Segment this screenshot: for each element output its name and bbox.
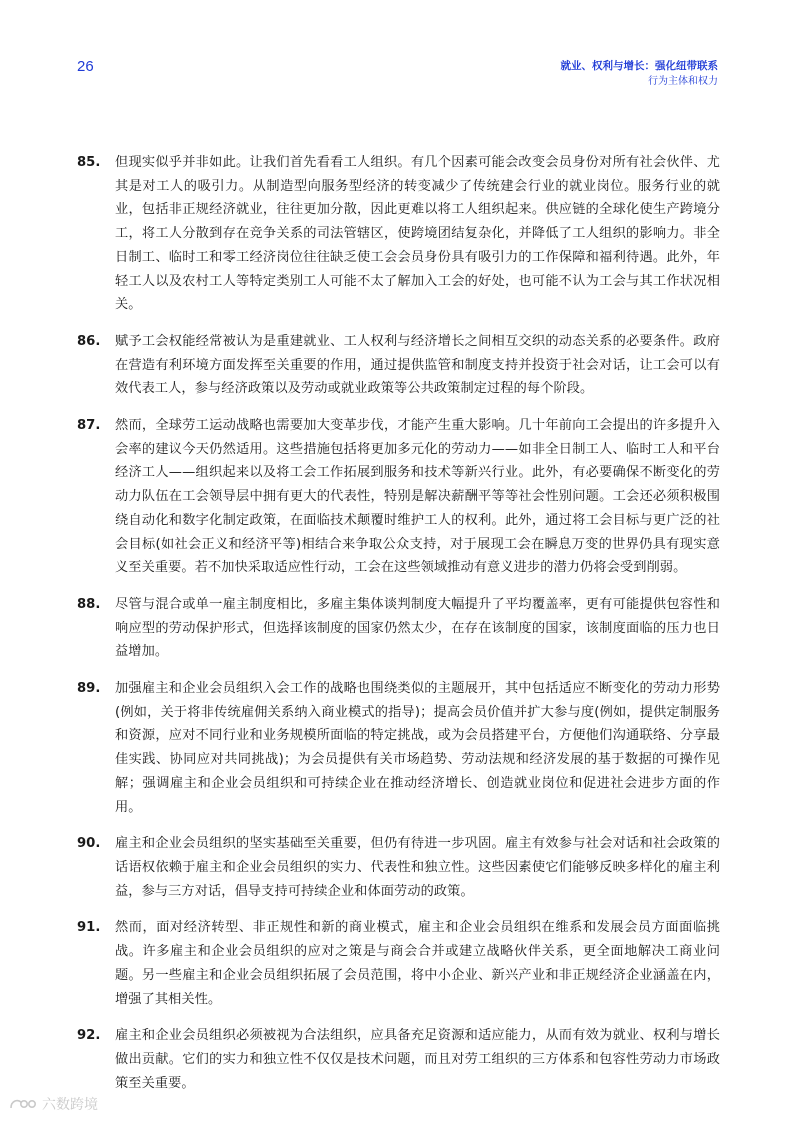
paragraph-90 xyxy=(77,832,720,903)
paragraph-text: 加强雇主和企业会员组织入会工作的战略也围绕类似的主题展开，其中包括适应不断变化的劳动力形势(例如，关于将非传统雇佣关系纳入商业模式的指导)；提高会员价值并扩大参与度(例如，提供定制服务和资源，应对不同行业和业务规模所面临的特定挑战，或为会员搭建平台，方便他们沟通联络、分享最佳实践、协同应对共同挑战)；为会员提供有关市场趋势、劳动法规和经济发展的基于数据的可操作见解；强调雇主和企业会员组织和可持续企业在推动经济增长、创造就业岗位和促进社会进步方面的作用。 xyxy=(115,681,720,815)
paragraph-text: 然而，全球劳工运动战略也需要加大变革步伐，才能产生重大影响。几十年前向工会提出的许多提升入会率的建议今天仍然适用。这些措施包括将更加多元化的劳动力——如非全日制工人、临时工人和平台经济工人——组织起来以及将工会工作拓展到服务和技术等新兴行业。此外，有必要确保不断变化的劳动力队伍在工会领导层中拥有更大的代表性，特别是解决薪酬平等等社会性别问题。工会还必须积极围绕自动化和数字化制定政策，在面临技术颠覆时维护工人的权利。此外，通过将工会目标与更广泛的社会目标(如社会正义和经济平等)相结合来争取公众支持，对于展现工会在瞬息万变的世界仍具有现实意义至关重要。若不加快采取适应性行动，工会在这些领域推动有意义进步的潜力仍将会受到削弱。 xyxy=(115,418,720,576)
paragraph-number: 92. xyxy=(77,1028,101,1044)
paragraph-text: 尽管与混合或单一雇主制度相比，多雇主集体谈判制度大幅提升了平均覆盖率，更有可能提供包容性和响应型的劳动保护形式，但选择该制度的国家仍然太少，在存在该制度的国家，该制度面临的压力也日益增加。 xyxy=(115,596,720,660)
paragraph-87 xyxy=(77,414,720,580)
paragraph-number: 91. xyxy=(77,920,101,936)
paragraph-88 xyxy=(77,593,720,664)
watermark-text: 六数跨境 xyxy=(42,1097,98,1113)
paragraph-number: 89. xyxy=(77,681,101,697)
paragraph-89 xyxy=(77,677,720,819)
paragraph-86 xyxy=(77,330,720,401)
page-number: 26 xyxy=(77,58,94,75)
paragraph-text: 但现实似乎并非如此。让我们首先看看工人组织。有几个因素可能会改变会员身份对所有社会伙伴、尤其是对工人的吸引力。从制造型向服务型经济的转变减少了传统建会行业的就业岗位。服务行业的就业，包括非正规经济就业，往往更加分散，因此更难以将工人组织起来。供应链的全球化使生产跨境分工，将工人分散到存在竞争关系的司法管辖区，使跨境团结复杂化，并降低了工人组织的影响力。非全日制工、临时工和零工经济岗位往往缺乏使工会会员身份具有吸引力的工作保障和福利待遇。此外，年轻工人以及农村工人等特定类别工人可能不太了解加入工会的好处，也可能不认为工会与其工作状况相关。 xyxy=(115,155,720,313)
paragraph-text: 雇主和企业会员组织必须被视为合法组织，应具备充足资源和适应能力，从而有效为就业、权利与增长做出贡献。它们的实力和独立性不仅仅是技术问题，而且对劳工组织的三方体系和包容性劳动力市场政策至关重要。 xyxy=(115,1028,720,1091)
running-header xyxy=(561,58,719,90)
paragraph-91 xyxy=(77,916,720,1011)
paragraph-number: 85. xyxy=(77,155,101,170)
paragraph-text: 雇主和企业会员组织的坚实基础至关重要，但仍有待进一步巩固。雇主有效参与社会对话和社会政策的话语权依赖于雇主和企业会员组织的实力、代表性和独立性。这些因素使它们能够反映多样化的雇主利益，参与三方对话，倡导支持可持续企业和体面劳动的政策。 xyxy=(115,836,720,899)
paragraph-number: 88. xyxy=(77,596,101,612)
paragraph-text: 然而，面对经济转型、非正规性和新的商业模式，雇主和企业会员组织在维系和发展会员方面面临挑战。许多雇主和企业会员组织的应对之策是与商会合并或建立战略伙伴关系，更全面地解决工商业问题。另一些雇主和企业会员组织拓展了会员范围，将中小企业、新兴产业和非正规经济企业涵盖在内，增强了其相关性。 xyxy=(115,920,720,1007)
watermark xyxy=(8,1094,98,1114)
paragraph-92 xyxy=(77,1024,720,1095)
paragraph-85 xyxy=(77,151,720,317)
paragraph-text: 赋予工会权能经常被认为是重建就业、工人权利与经济增长之间相互交织的动态关系的必要条件。政府在营造有利环境方面发挥至关重要的作用，通过提供监管和制度支持并投资于社会对话，让工会可以有效代表工人，参与经济政策以及劳动或就业政策等公共政策制定过程的每个阶段。 xyxy=(115,333,720,397)
header-title: 就业、权利与增长：强化纽带联系 xyxy=(560,60,718,72)
watermark-logo-icon xyxy=(8,1096,38,1112)
paragraph-number: 90. xyxy=(77,836,101,852)
main-content xyxy=(77,151,720,1108)
header-subtitle: 行为主体和权力 xyxy=(648,76,718,87)
paragraph-number: 87. xyxy=(77,418,101,434)
paragraph-number: 86. xyxy=(77,333,101,349)
